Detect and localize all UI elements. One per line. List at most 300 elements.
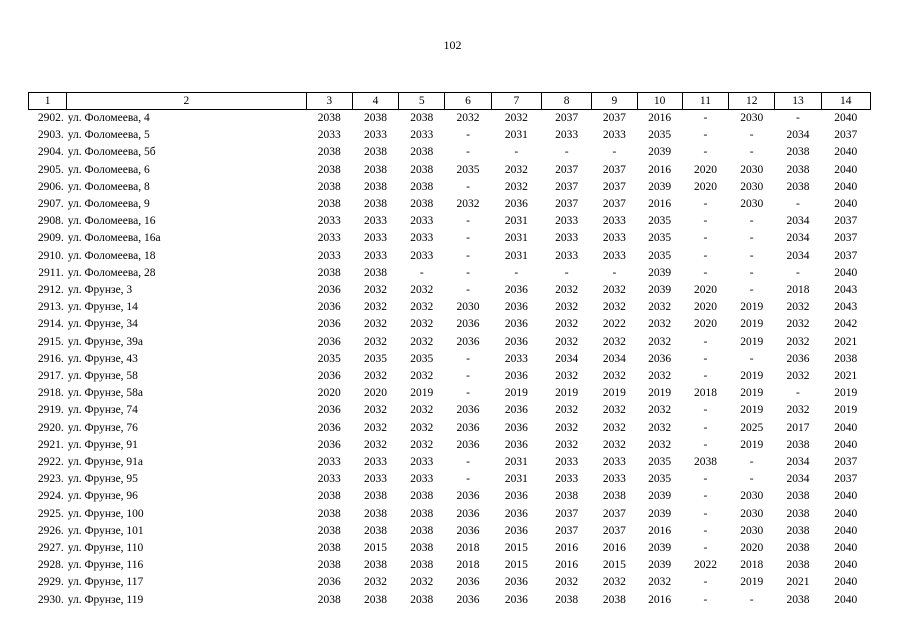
year-cell: 2030: [740, 490, 764, 503]
year-cell: 2038: [786, 146, 810, 159]
year-cell: 2032: [410, 335, 434, 348]
year-cell: -: [466, 180, 470, 193]
year-cell: 2034: [786, 232, 810, 245]
year-cell: 2036: [456, 421, 480, 434]
year-cell: 2018: [786, 284, 810, 297]
year-cell: 2033: [602, 232, 626, 245]
year-cell: 2036: [504, 318, 528, 331]
year-cell: 2038: [786, 490, 810, 503]
year-cell: -: [703, 215, 708, 228]
address-cell: ул. Фрунзе, 95: [67, 473, 138, 486]
year-cell: 2040: [834, 198, 858, 211]
column-header: 14: [821, 93, 870, 110]
year-cell: 2033: [364, 473, 388, 486]
year-cell: 2038: [364, 490, 388, 503]
year-cell: 2033: [555, 232, 579, 245]
year-cell: 2015: [504, 542, 528, 555]
address-cell: ул. Фрунзе, 34: [67, 318, 138, 331]
year-cell: 2036: [456, 593, 480, 606]
year-cell: 2032: [410, 438, 434, 451]
year-cell: 2019: [740, 318, 764, 331]
year-cell: 2030: [740, 112, 764, 124]
address-cell: ул. Фоломеева, 16а: [67, 232, 161, 245]
year-cell: 2038: [410, 490, 434, 503]
year-cell: 2035: [648, 249, 672, 262]
year-cell: 2036: [456, 404, 480, 417]
year-cell: 2031: [504, 249, 528, 262]
table-row: [29, 162, 871, 179]
year-cell: 2019: [740, 438, 764, 451]
row-number: 2917.: [37, 370, 64, 383]
row-number: 2915.: [37, 335, 64, 348]
year-cell: 2036: [504, 335, 528, 348]
year-cell: -: [749, 352, 754, 365]
year-cell: 2035: [648, 456, 672, 469]
table-row: [29, 179, 871, 196]
year-cell: 2036: [317, 318, 341, 331]
year-cell: 2021: [834, 335, 858, 348]
column-header: 7: [491, 93, 541, 110]
year-cell: 2033: [555, 249, 579, 262]
year-cell: 2022: [602, 318, 626, 331]
year-cell: 2033: [317, 249, 341, 262]
year-cell: 2039: [648, 284, 672, 297]
year-cell: 2039: [648, 507, 672, 520]
address-cell: ул. Фрунзе, 76: [67, 421, 138, 434]
year-cell: 2035: [364, 352, 388, 365]
year-cell: 2032: [602, 370, 626, 383]
table-row: [29, 144, 871, 161]
year-cell: 2037: [555, 112, 579, 124]
year-cell: 2038: [786, 559, 810, 572]
year-cell: 2039: [648, 266, 672, 279]
year-cell: 2018: [740, 559, 764, 572]
year-cell: 2032: [364, 404, 388, 417]
year-cell: 2035: [648, 215, 672, 228]
table-row: [29, 299, 871, 316]
year-cell: 2032: [410, 370, 434, 383]
year-cell: 2019: [740, 301, 764, 314]
year-cell: 2032: [648, 576, 672, 589]
table-row: [29, 385, 871, 402]
year-cell: 2036: [317, 421, 341, 434]
year-cell: 2032: [786, 318, 810, 331]
year-cell: -: [703, 146, 708, 159]
year-cell: 2032: [410, 318, 434, 331]
year-cell: 2017: [786, 421, 810, 434]
year-cell: -: [796, 198, 800, 211]
year-cell: -: [703, 198, 708, 211]
year-cell: 2016: [648, 112, 672, 124]
year-cell: 2032: [364, 335, 388, 348]
year-cell: 2037: [834, 473, 858, 486]
address-cell: ул. Фрунзе, 3: [67, 284, 133, 297]
year-cell: 2019: [740, 387, 764, 400]
column-header: 4: [352, 93, 398, 110]
year-cell: 2032: [555, 576, 579, 589]
year-cell: 2033: [602, 473, 626, 486]
row-number: 2922.: [37, 456, 64, 469]
row-number: 2928.: [37, 559, 64, 572]
year-cell: 2039: [648, 146, 672, 159]
year-cell: 2035: [648, 473, 672, 486]
year-cell: 2038: [364, 198, 388, 211]
year-cell: 2020: [317, 387, 341, 400]
year-cell: -: [703, 232, 708, 245]
year-cell: -: [466, 146, 470, 159]
year-cell: 2033: [410, 129, 434, 142]
row-number: 2926.: [37, 524, 64, 537]
year-cell: 2032: [648, 370, 672, 383]
year-cell: 2039: [648, 490, 672, 503]
year-cell: 2036: [456, 507, 480, 520]
year-cell: 2032: [786, 301, 810, 314]
year-cell: 2034: [786, 473, 810, 486]
year-cell: -: [703, 524, 708, 537]
header-row: [29, 93, 871, 110]
table-row: [29, 574, 871, 591]
year-cell: 2038: [317, 180, 341, 193]
year-cell: 2033: [555, 473, 579, 486]
year-cell: -: [703, 438, 708, 451]
year-cell: 2038: [410, 542, 434, 555]
year-cell: 2035: [648, 232, 672, 245]
year-cell: 2033: [410, 456, 434, 469]
year-cell: 2030: [456, 301, 480, 314]
year-cell: 2038: [786, 507, 810, 520]
year-cell: 2038: [786, 593, 810, 606]
table-row: [29, 420, 871, 437]
address-cell: ул. Фрунзе, 100: [67, 507, 144, 520]
year-cell: 2036: [456, 318, 480, 331]
address-cell: ул. Фоломеева, 16: [67, 215, 156, 228]
year-cell: 2019: [602, 387, 626, 400]
year-cell: 2038: [555, 490, 579, 503]
year-cell: 2038: [364, 559, 388, 572]
year-cell: 2034: [786, 456, 810, 469]
year-cell: 2032: [504, 112, 528, 124]
year-cell: 2033: [602, 129, 626, 142]
year-cell: 2019: [648, 387, 672, 400]
year-cell: 2038: [317, 524, 341, 537]
table-row: [29, 196, 871, 213]
column-header: 8: [541, 93, 591, 110]
year-cell: 2038: [364, 146, 388, 159]
year-cell: 2038: [317, 163, 341, 176]
year-cell: 2040: [834, 163, 858, 176]
year-cell: 2033: [317, 456, 341, 469]
year-cell: 2033: [504, 352, 528, 365]
year-cell: 2018: [693, 387, 717, 400]
year-cell: 2032: [786, 404, 810, 417]
year-cell: 2033: [410, 232, 434, 245]
year-cell: 2038: [693, 456, 717, 469]
year-cell: -: [514, 266, 519, 279]
year-cell: -: [749, 129, 754, 142]
year-cell: 2033: [317, 129, 341, 142]
year-cell: 2038: [317, 112, 341, 124]
year-cell: 2015: [504, 559, 528, 572]
address-cell: ул. Фрунзе, 74: [67, 404, 138, 417]
address-cell: ул. Фрунзе, 96: [67, 490, 138, 503]
year-cell: 2036: [504, 507, 528, 520]
year-cell: 2035: [410, 352, 434, 365]
row-number: 2925.: [37, 507, 64, 520]
year-cell: -: [466, 473, 470, 486]
year-cell: 2038: [317, 490, 341, 503]
table-row: [29, 316, 871, 333]
year-cell: 2033: [364, 249, 388, 262]
address-cell: ул. Фрунзе, 43: [67, 352, 138, 365]
row-number: 2919.: [37, 404, 64, 417]
year-cell: 2038: [364, 524, 388, 537]
table-row: [29, 557, 871, 574]
year-cell: -: [703, 576, 708, 589]
table-row: [29, 248, 871, 265]
year-cell: 2033: [410, 473, 434, 486]
year-cell: 2033: [555, 129, 579, 142]
year-cell: 2032: [555, 370, 579, 383]
year-cell: 2039: [648, 180, 672, 193]
year-cell: 2037: [555, 163, 579, 176]
column-header: 5: [399, 93, 445, 110]
year-cell: 2032: [410, 404, 434, 417]
year-cell: 2032: [555, 335, 579, 348]
year-cell: 2019: [834, 404, 858, 417]
year-cell: 2037: [602, 163, 626, 176]
year-cell: 2031: [504, 456, 528, 469]
table-row: [29, 437, 871, 454]
year-cell: 2043: [834, 301, 858, 314]
year-cell: 2030: [740, 163, 764, 176]
year-cell: 2036: [504, 301, 528, 314]
year-cell: 2040: [834, 490, 858, 503]
year-cell: 2032: [555, 404, 579, 417]
year-cell: 2033: [602, 456, 626, 469]
year-cell: 2018: [456, 559, 480, 572]
year-cell: 2037: [555, 180, 579, 193]
year-cell: 2038: [410, 524, 434, 537]
table-row: [29, 334, 871, 351]
table-row: [29, 488, 871, 505]
year-cell: 2037: [555, 198, 579, 211]
year-cell: 2034: [602, 352, 626, 365]
year-cell: 2035: [648, 129, 672, 142]
row-number: 2930.: [37, 593, 64, 606]
year-cell: 2020: [740, 542, 764, 555]
row-number: 2910.: [37, 249, 64, 262]
schedule-table: [28, 92, 871, 609]
year-cell: 2033: [364, 456, 388, 469]
table-row: [29, 110, 871, 128]
year-cell: 2030: [740, 507, 764, 520]
year-cell: 2016: [648, 198, 672, 211]
year-cell: -: [703, 129, 708, 142]
year-cell: 2037: [834, 215, 858, 228]
year-cell: 2038: [317, 198, 341, 211]
year-cell: 2020: [693, 301, 717, 314]
year-cell: -: [703, 352, 708, 365]
year-cell: 2038: [317, 507, 341, 520]
year-cell: 2039: [648, 542, 672, 555]
year-cell: 2040: [834, 593, 858, 606]
address-cell: ул. Фрунзе, 110: [67, 542, 144, 555]
address-cell: ул. Фрунзе, 58: [67, 370, 138, 383]
year-cell: 2032: [648, 404, 672, 417]
table-row: [29, 282, 871, 299]
year-cell: -: [703, 404, 708, 417]
address-cell: ул. Фоломеева, 9: [67, 198, 150, 211]
year-cell: -: [466, 352, 470, 365]
year-cell: -: [749, 215, 754, 228]
address-cell: ул. Фрунзе, 91а: [67, 456, 144, 469]
address-cell: ул. Фрунзе, 116: [67, 559, 144, 572]
year-cell: -: [703, 266, 708, 279]
year-cell: -: [749, 456, 754, 469]
row-number: 2905.: [37, 163, 64, 176]
year-cell: 2020: [693, 318, 717, 331]
year-cell: 2034: [555, 352, 579, 365]
year-cell: 2038: [410, 507, 434, 520]
column-header: 12: [729, 93, 775, 110]
year-cell: 2020: [693, 180, 717, 193]
year-cell: 2036: [504, 438, 528, 451]
page-number: 102: [443, 38, 462, 52]
year-cell: 2037: [602, 507, 626, 520]
address-cell: ул. Фрунзе, 58а: [67, 387, 144, 400]
year-cell: 2032: [410, 301, 434, 314]
year-cell: 2040: [834, 559, 858, 572]
year-cell: -: [796, 387, 800, 400]
year-cell: 2032: [364, 370, 388, 383]
year-cell: -: [419, 266, 424, 279]
table-row: [29, 213, 871, 230]
year-cell: 2018: [456, 542, 480, 555]
row-number: 2923.: [37, 473, 64, 486]
year-cell: 2033: [317, 232, 341, 245]
year-cell: 2040: [834, 421, 858, 434]
year-cell: 2016: [648, 524, 672, 537]
address-cell: ул. Фрунзе, 14: [67, 301, 138, 314]
year-cell: 2030: [740, 198, 764, 211]
column-header: 9: [592, 93, 637, 110]
year-cell: 2032: [786, 370, 810, 383]
year-cell: 2036: [504, 284, 528, 297]
table-row: [29, 265, 871, 282]
year-cell: -: [703, 249, 708, 262]
year-cell: 2036: [504, 490, 528, 503]
year-cell: 2038: [410, 180, 434, 193]
year-cell: 2036: [504, 370, 528, 383]
row-number: 2916.: [37, 352, 64, 365]
year-cell: 2032: [648, 438, 672, 451]
year-cell: 2032: [555, 421, 579, 434]
year-cell: 2043: [834, 284, 858, 297]
year-cell: 2031: [504, 215, 528, 228]
year-cell: 2036: [317, 576, 341, 589]
year-cell: -: [749, 232, 754, 245]
year-cell: 2033: [602, 215, 626, 228]
year-cell: 2032: [364, 284, 388, 297]
year-cell: 2032: [648, 421, 672, 434]
year-cell: 2036: [456, 335, 480, 348]
year-cell: -: [703, 593, 708, 606]
year-cell: 2036: [317, 335, 341, 348]
year-cell: 2038: [364, 180, 388, 193]
year-cell: -: [749, 266, 754, 279]
year-cell: 2036: [317, 370, 341, 383]
year-cell: 2038: [602, 490, 626, 503]
year-cell: 2031: [504, 473, 528, 486]
address-cell: ул. Фрунзе, 39а: [67, 335, 144, 348]
row-number: 2913.: [37, 301, 64, 314]
year-cell: -: [466, 284, 470, 297]
year-cell: 2016: [602, 542, 626, 555]
row-number: 2929.: [37, 576, 64, 589]
year-cell: 2040: [834, 507, 858, 520]
year-cell: 2036: [317, 284, 341, 297]
year-cell: -: [703, 473, 708, 486]
year-cell: 2032: [786, 335, 810, 348]
column-header: 10: [637, 93, 682, 110]
year-cell: 2038: [364, 266, 388, 279]
address-cell: ул. Фоломеева, 28: [67, 266, 156, 279]
column-header: 13: [775, 93, 821, 110]
year-cell: 2016: [555, 542, 579, 555]
year-cell: 2019: [740, 576, 764, 589]
year-cell: 2038: [317, 593, 341, 606]
year-cell: 2038: [410, 163, 434, 176]
year-cell: -: [466, 266, 470, 279]
year-cell: 2025: [740, 421, 764, 434]
year-cell: 2032: [410, 576, 434, 589]
year-cell: -: [749, 146, 754, 159]
year-cell: 2037: [555, 524, 579, 537]
year-cell: 2032: [364, 318, 388, 331]
year-cell: 2020: [364, 387, 388, 400]
year-cell: 2033: [555, 456, 579, 469]
year-cell: 2032: [456, 198, 480, 211]
year-cell: 2037: [602, 524, 626, 537]
row-number: 2902.: [37, 112, 64, 124]
year-cell: 2015: [364, 542, 388, 555]
year-cell: 2034: [786, 215, 810, 228]
year-cell: 2032: [410, 421, 434, 434]
table-row: [29, 368, 871, 385]
year-cell: 2038: [410, 198, 434, 211]
year-cell: 2036: [504, 404, 528, 417]
year-cell: 2040: [834, 576, 858, 589]
year-cell: 2036: [504, 524, 528, 537]
year-cell: 2016: [648, 593, 672, 606]
year-cell: -: [749, 473, 754, 486]
year-cell: -: [703, 370, 708, 383]
table-row: [29, 402, 871, 419]
year-cell: -: [703, 335, 708, 348]
year-cell: 2036: [317, 301, 341, 314]
year-cell: 2038: [834, 352, 858, 365]
year-cell: 2037: [602, 180, 626, 193]
year-cell: 2019: [410, 387, 434, 400]
year-cell: 2021: [834, 370, 858, 383]
year-cell: 2022: [693, 559, 717, 572]
year-cell: 2032: [602, 404, 626, 417]
year-cell: 2036: [456, 524, 480, 537]
year-cell: 2032: [555, 318, 579, 331]
year-cell: -: [796, 112, 800, 124]
year-cell: 2038: [786, 180, 810, 193]
year-cell: 2019: [740, 404, 764, 417]
